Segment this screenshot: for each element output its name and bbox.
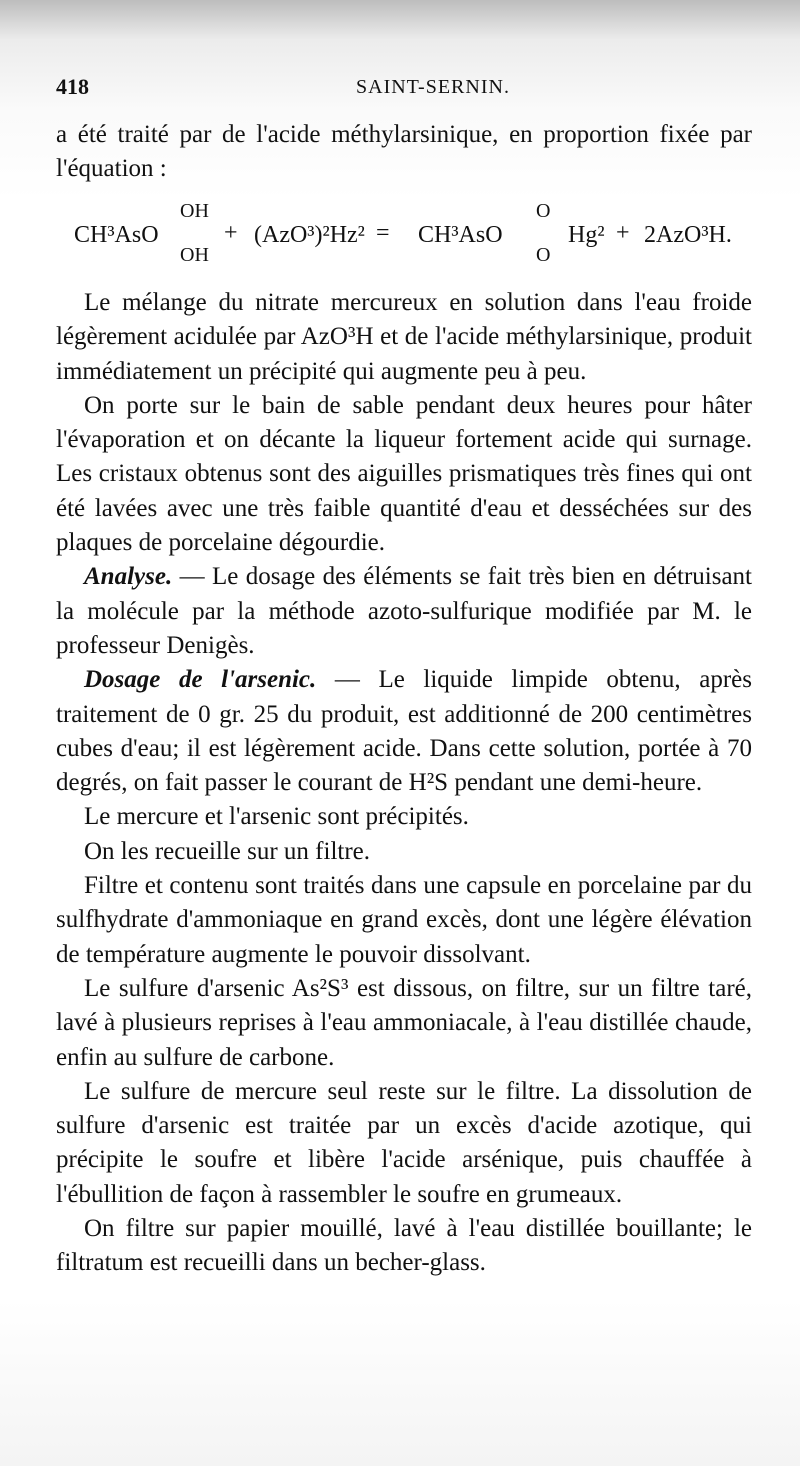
eq-byproduct: 2AzO³H. — [644, 222, 732, 248]
eq-hydroxyl-top: OH — [180, 200, 209, 222]
paragraph-6: On les recueille sur un filtre. — [84, 837, 371, 865]
intro-text — [56, 118, 752, 187]
body-text — [56, 286, 752, 1281]
running-head: SAINT-SERNIN. — [356, 76, 510, 98]
dosage-label: Dosage de l'arsenic. — [84, 666, 317, 694]
page-number: 418 — [56, 74, 89, 99]
paragraph-1: Le mélange du nitrate mercureux en solution dans l'eau froide légèrement acidulée par AzO³H et de l'acide méthylarsinique, produit immédiatement un précipité qui augmente peu à peu. — [56, 289, 752, 385]
analyse-text: — Le dosage des éléments se fait très bien en détruisant la molécule par la méthode azoto-sulfurique modifiée par M. le professeur Denigès. — [56, 563, 752, 659]
paragraph-8: Le sulfure d'arsenic As²S³ est dissous, on filtre, sur un filtre taré, lavé à plusieurs reprises à l'eau ammoniacale, à l'eau distillée chaude, enfin au sulfure de carbone. — [56, 974, 752, 1071]
paragraph-4 — [56, 663, 752, 800]
paragraph-5: Le mercure et l'arsenic sont précipités. — [84, 803, 469, 831]
eq-product-metal: Hg² — [568, 222, 605, 248]
eq-equals: = — [376, 220, 390, 246]
eq-plus-one: + — [224, 220, 238, 246]
eq-plus-two: + — [616, 220, 630, 246]
paragraph-10: On filtre sur papier mouillé, lavé à l'eau distillée bouillante; le filtratum est recueilli dans un becher-glass. — [56, 1215, 752, 1277]
eq-product-prefix: CH³AsO — [418, 222, 503, 248]
paragraph-2: On porte sur le bain de sable pendant deux heures pour hâter l'évaporation et on décante la liqueur fortement acide qui surnage. Les cristaux obtenus sont des aiguilles prismatiques très fines qui ont été lavées avec une très faible quantité d'eau et desséchées sur des plaques de porcelaine dégourdie. — [56, 391, 752, 557]
paragraph-9: Le sulfure de mercure seul reste sur le filtre. La dissolution de sulfure d'arsenic est traitée par un excès d'acide azotique, qui précipite le soufre et libère l'acide arsénique, puis chauffée à l'ébullition de façon à rassembler le soufre en grumeaux. — [56, 1077, 752, 1208]
eq-reagent: (AzO³)²Hz² — [254, 222, 365, 248]
eq-left-reactant: CH³AsO — [74, 222, 159, 248]
eq-oxygen-top: O — [536, 200, 551, 222]
dosage-text: — Le liquide limpide obtenu, après traitement de 0 gr. 25 du produit, est additionné de 200 centimètres cubes d'eau; il est légèrement acide. Dans cette solution, portée à 70 degrés, on fait passer le courant de H²S pendant une demi-heure. — [56, 666, 752, 797]
page-header — [56, 74, 744, 104]
paragraph-3 — [56, 560, 752, 663]
eq-hydroxyl-bottom: OH — [180, 244, 209, 266]
analyse-label: Analyse. — [84, 563, 173, 591]
intro-paragraph: a été traité par de l'acide méthylarsinique, en proportion fixée par l'équation : — [56, 121, 752, 183]
eq-oxygen-bottom: O — [536, 244, 551, 266]
chemical-equation — [56, 196, 776, 276]
paragraph-7: Filtre et contenu sont traités dans une capsule en porcelaine par du sulfhydrate d'ammoniaque en grand excès, dont une légère élévation de température augmente le pouvoir dissolvant. — [56, 872, 752, 968]
